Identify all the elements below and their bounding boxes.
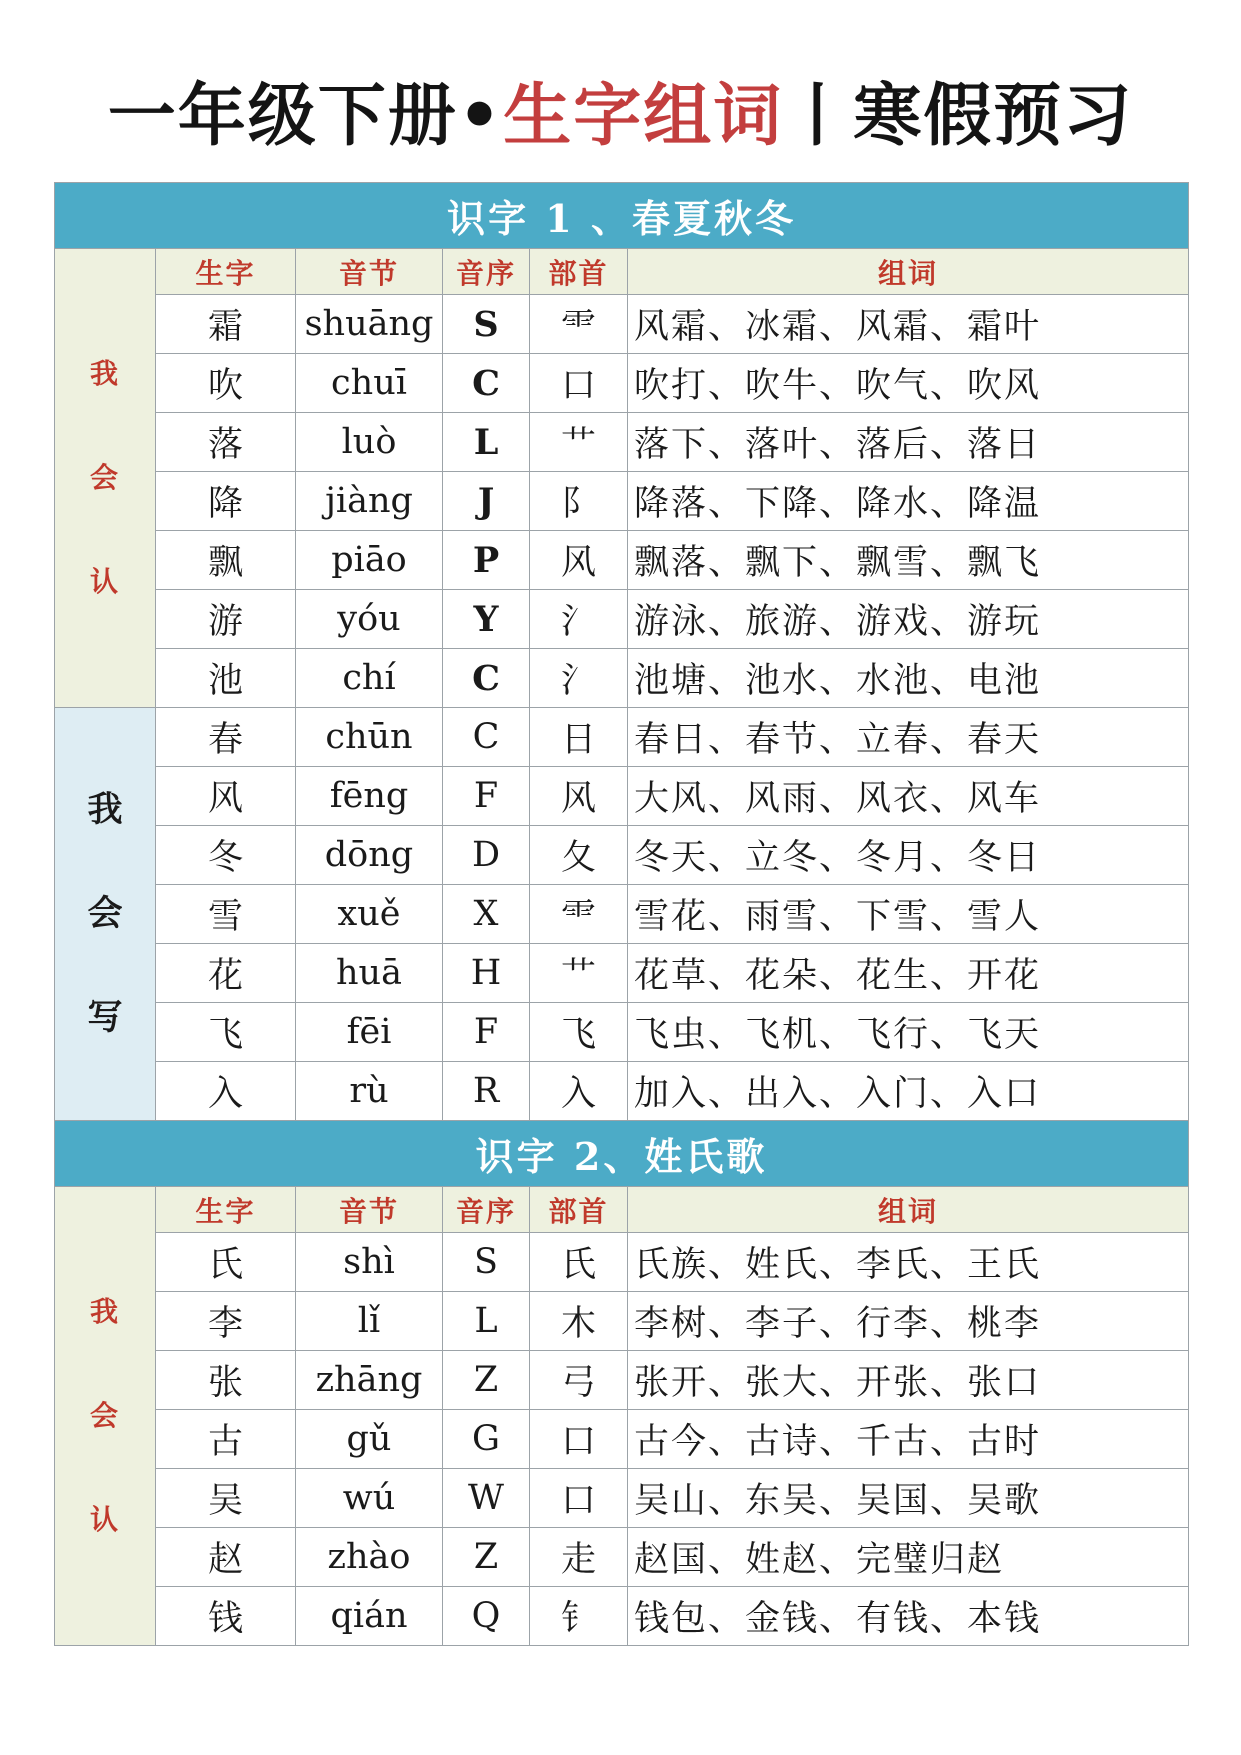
group-label [55, 1187, 156, 1646]
group-label-char: 写 [87, 997, 123, 1038]
radical-cell: 木 [530, 1292, 628, 1351]
char-cell: 降 [156, 472, 296, 531]
char-cell: 冬 [156, 826, 296, 885]
radical-cell: 口 [530, 1469, 628, 1528]
char-cell: 钱 [156, 1587, 296, 1646]
words-cell: 冬天、立冬、冬月、冬日 [628, 826, 1189, 885]
radical-cell: 口 [530, 1410, 628, 1469]
radical-cell: ⻗ [530, 295, 628, 354]
radical-cell: 氏 [530, 1233, 628, 1292]
initial-cell: G [443, 1410, 530, 1469]
table-row [55, 1003, 1189, 1062]
initial-cell: S [443, 295, 530, 354]
column-header-row [55, 1187, 1189, 1233]
pinyin-cell: dōng [296, 826, 443, 885]
char-cell: 飘 [156, 531, 296, 590]
col-header-initial: 音序 [443, 249, 530, 295]
col-header-pinyin: 音节 [296, 1187, 443, 1233]
table-row [55, 826, 1189, 885]
table-row [55, 531, 1189, 590]
table-row [55, 1233, 1189, 1292]
radical-cell: 走 [530, 1528, 628, 1587]
words-cell: 吹打、吹牛、吹气、吹风 [628, 354, 1189, 413]
group-label [55, 708, 156, 1121]
words-cell: 风霜、冰霜、风霜、霜叶 [628, 295, 1189, 354]
group-label-char: 我 [89, 1295, 120, 1328]
words-cell: 雪花、雨雪、下雪、雪人 [628, 885, 1189, 944]
pinyin-cell: jiàng [296, 472, 443, 531]
initial-cell: H [443, 944, 530, 1003]
radical-cell: 风 [530, 767, 628, 826]
pinyin-cell: zhào [296, 1528, 443, 1587]
table-row [55, 708, 1189, 767]
pinyin-cell: qián [296, 1587, 443, 1646]
initial-cell: Z [443, 1528, 530, 1587]
col-header-char: 生字 [156, 249, 296, 295]
words-cell: 春日、春节、立春、春天 [628, 708, 1189, 767]
col-header-words: 组词 [628, 249, 1189, 295]
section-header [55, 1121, 1189, 1187]
table-row [55, 1062, 1189, 1121]
words-cell: 飘落、飘下、飘雪、飘飞 [628, 531, 1189, 590]
title-separator: 丨 [783, 77, 854, 156]
words-cell: 氏族、姓氏、李氏、王氏 [628, 1233, 1189, 1292]
vocab-table [54, 182, 1189, 1646]
words-cell: 钱包、金钱、有钱、本钱 [628, 1587, 1189, 1646]
pinyin-cell: wú [296, 1469, 443, 1528]
table-row [55, 649, 1189, 708]
pinyin-cell: huā [296, 944, 443, 1003]
char-cell: 池 [156, 649, 296, 708]
table-row [55, 767, 1189, 826]
words-cell: 游泳、旅游、游戏、游玩 [628, 590, 1189, 649]
column-header-row [55, 249, 1189, 295]
pinyin-cell: chūn [296, 708, 443, 767]
char-cell: 雪 [156, 885, 296, 944]
group-label-char: 我 [87, 789, 123, 830]
radical-cell: 艹 [530, 413, 628, 472]
group-label-char: 会 [89, 1399, 120, 1432]
table-row [55, 1469, 1189, 1528]
radical-cell: ⻗ [530, 885, 628, 944]
char-cell: 花 [156, 944, 296, 1003]
page-title [0, 72, 1241, 162]
initial-cell: F [443, 767, 530, 826]
initial-cell: F [443, 1003, 530, 1062]
words-cell: 池塘、池水、水池、电池 [628, 649, 1189, 708]
table-row [55, 590, 1189, 649]
col-header-pinyin: 音节 [296, 249, 443, 295]
char-cell: 吴 [156, 1469, 296, 1528]
title-grade: 一年级下册 [107, 77, 458, 156]
table-row [55, 1292, 1189, 1351]
table-row [55, 1410, 1189, 1469]
pinyin-cell: fēi [296, 1003, 443, 1062]
section-title: 识字 1 、春夏秋冬 [55, 183, 1189, 249]
pinyin-cell: fēng [296, 767, 443, 826]
char-cell: 张 [156, 1351, 296, 1410]
pinyin-cell: chí [296, 649, 443, 708]
pinyin-cell: piāo [296, 531, 443, 590]
initial-cell: R [443, 1062, 530, 1121]
radical-cell: 氵 [530, 590, 628, 649]
words-cell: 降落、下降、降水、降温 [628, 472, 1189, 531]
table-row [55, 1587, 1189, 1646]
words-cell: 李树、李子、行李、桃李 [628, 1292, 1189, 1351]
group-label-char: 会 [87, 893, 123, 934]
pinyin-cell: luò [296, 413, 443, 472]
section-header [55, 183, 1189, 249]
char-cell: 风 [156, 767, 296, 826]
radical-cell: 日 [530, 708, 628, 767]
group-label-char: 认 [89, 565, 120, 598]
pinyin-cell: yóu [296, 590, 443, 649]
pinyin-cell: lǐ [296, 1292, 443, 1351]
char-cell: 飞 [156, 1003, 296, 1062]
radical-cell: 钅 [530, 1587, 628, 1646]
words-cell: 加入、出入、入门、入口 [628, 1062, 1189, 1121]
pinyin-cell: shuāng [296, 295, 443, 354]
group-label-char: 我 [89, 357, 120, 390]
initial-cell: Z [443, 1351, 530, 1410]
char-cell: 古 [156, 1410, 296, 1469]
col-header-initial: 音序 [443, 1187, 530, 1233]
words-cell: 赵国、姓赵、完璧归赵 [628, 1528, 1189, 1587]
initial-cell: J [443, 472, 530, 531]
radical-cell: 入 [530, 1062, 628, 1121]
words-cell: 吴山、东吴、吴国、吴歌 [628, 1469, 1189, 1528]
table-row [55, 885, 1189, 944]
pinyin-cell: shì [296, 1233, 443, 1292]
words-cell: 古今、古诗、千古、古时 [628, 1410, 1189, 1469]
char-cell: 霜 [156, 295, 296, 354]
initial-cell: Q [443, 1587, 530, 1646]
table-row [55, 354, 1189, 413]
words-cell: 落下、落叶、落后、落日 [628, 413, 1189, 472]
initial-cell: Y [443, 590, 530, 649]
char-cell: 春 [156, 708, 296, 767]
radical-cell: 艹 [530, 944, 628, 1003]
group-label-char: 认 [89, 1503, 120, 1536]
initial-cell: X [443, 885, 530, 944]
char-cell: 李 [156, 1292, 296, 1351]
title-dot: • [457, 77, 504, 156]
pinyin-cell: rù [296, 1062, 443, 1121]
initial-cell: C [443, 354, 530, 413]
group-label-char: 会 [89, 461, 120, 494]
radical-cell: 风 [530, 531, 628, 590]
col-header-char: 生字 [156, 1187, 296, 1233]
words-cell: 花草、花朵、花生、开花 [628, 944, 1189, 1003]
char-cell: 游 [156, 590, 296, 649]
initial-cell: L [443, 1292, 530, 1351]
radical-cell: 氵 [530, 649, 628, 708]
radical-cell: 阝 [530, 472, 628, 531]
table-row [55, 1528, 1189, 1587]
table-row [55, 413, 1189, 472]
title-subtitle: 寒假预习 [853, 77, 1134, 156]
initial-cell: S [443, 1233, 530, 1292]
table-row [55, 472, 1189, 531]
table-row [55, 295, 1189, 354]
col-header-radical: 部首 [530, 1187, 628, 1233]
section-title: 识字 2、姓氏歌 [55, 1121, 1189, 1187]
radical-cell: 弓 [530, 1351, 628, 1410]
table-row [55, 1351, 1189, 1410]
radical-cell: 夂 [530, 826, 628, 885]
col-header-words: 组词 [628, 1187, 1189, 1233]
radical-cell: 口 [530, 354, 628, 413]
words-cell: 飞虫、飞机、飞行、飞天 [628, 1003, 1189, 1062]
initial-cell: P [443, 531, 530, 590]
pinyin-cell: xuě [296, 885, 443, 944]
table-row [55, 944, 1189, 1003]
initial-cell: W [443, 1469, 530, 1528]
title-highlight: 生字组词 [503, 77, 784, 156]
radical-cell: 飞 [530, 1003, 628, 1062]
char-cell: 落 [156, 413, 296, 472]
pinyin-cell: chuī [296, 354, 443, 413]
group-label [55, 249, 156, 708]
words-cell: 大风、风雨、风衣、风车 [628, 767, 1189, 826]
char-cell: 赵 [156, 1528, 296, 1587]
char-cell: 入 [156, 1062, 296, 1121]
initial-cell: C [443, 649, 530, 708]
initial-cell: C [443, 708, 530, 767]
char-cell: 吹 [156, 354, 296, 413]
initial-cell: L [443, 413, 530, 472]
pinyin-cell: zhāng [296, 1351, 443, 1410]
char-cell: 氏 [156, 1233, 296, 1292]
initial-cell: D [443, 826, 530, 885]
col-header-radical: 部首 [530, 249, 628, 295]
words-cell: 张开、张大、开张、张口 [628, 1351, 1189, 1410]
pinyin-cell: gǔ [296, 1410, 443, 1469]
